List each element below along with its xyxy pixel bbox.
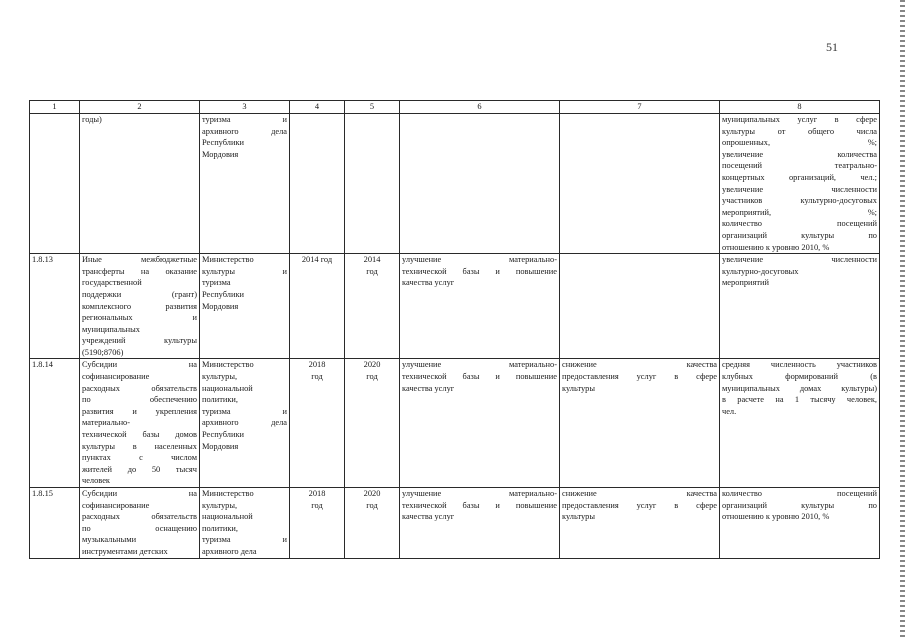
cell-line: технической базы домов: [82, 430, 197, 440]
cell-line: туризма и: [202, 115, 287, 124]
cell-line: туризма и: [202, 406, 287, 416]
cell-line: 1.8.15: [32, 489, 53, 498]
cell-line: культуры,: [202, 372, 238, 382]
col-header-6: 6: [400, 101, 560, 114]
col-header-1: 1: [30, 101, 80, 114]
cell-line: культуры от общего числа: [722, 126, 877, 136]
cell-line: по обеспечению: [82, 395, 197, 405]
cell-line: Республики: [202, 430, 245, 440]
cell-line: политики,: [202, 395, 239, 405]
cell-line: Мордовия: [202, 149, 239, 159]
cell-line: архивного дела: [202, 126, 287, 136]
col-header-2: 2: [80, 101, 200, 114]
cell-number: [30, 254, 80, 359]
cell-line: отношению к уровню 2010, %: [722, 242, 830, 252]
cell-indicators: [720, 359, 880, 488]
cell-line: качества услуг: [402, 278, 455, 288]
cell-number: [30, 359, 80, 488]
cell-line: количество посещений: [722, 489, 877, 498]
cell-line: трансферты на оказание: [82, 266, 197, 276]
cell-line: 2018: [308, 489, 326, 498]
cell-consequences: [560, 488, 720, 559]
cell-line: опрошенных, %;: [722, 138, 877, 148]
cell-line: Министерство: [202, 255, 254, 265]
cell-line: Министерство: [202, 489, 254, 498]
cell-line: музыкальными: [82, 535, 137, 545]
cell-line: год: [366, 266, 378, 276]
cell-result: [400, 488, 560, 559]
cell-line: 2020: [363, 489, 381, 498]
header-row: [30, 101, 880, 114]
cell-line: национальной: [202, 383, 253, 393]
cell-line: чел.: [722, 406, 737, 416]
cell-line: учреждений культуры: [82, 336, 197, 346]
cell-executor: [200, 254, 290, 359]
cell-start: [290, 114, 345, 254]
table-body: [30, 114, 880, 559]
cell-line: человек: [82, 476, 110, 486]
cell-line: расходных обязательств: [82, 512, 197, 522]
cell-line: мероприятий: [722, 278, 770, 288]
cell-line: культурно-досуговых: [722, 266, 799, 276]
cell-number: [30, 488, 80, 559]
cell-line: 2018: [308, 360, 326, 370]
col-header-4: 4: [290, 101, 345, 114]
cell-line: комплексного развития: [82, 301, 197, 311]
cell-line: клубных формирований (в: [722, 372, 877, 382]
cell-line: качества услуг: [402, 512, 455, 522]
cell-executor: [200, 488, 290, 559]
cell-line: отношению к уровню 2010, %: [722, 512, 830, 522]
cell-line: инструментами детских: [82, 546, 168, 556]
cell-start: [290, 254, 345, 359]
cell-line: Субсидии на: [82, 360, 197, 370]
cell-activity: [80, 254, 200, 359]
cell-line: (5190;8706): [82, 347, 124, 357]
cell-line: культуры: [562, 383, 595, 393]
cell-indicators: [720, 488, 880, 559]
table-row: [30, 114, 880, 254]
cell-line: средняя численность участников: [722, 360, 877, 370]
cell-activity: [80, 359, 200, 488]
cell-line: увеличение количества: [722, 149, 877, 159]
cell-line: увеличение численности: [722, 255, 877, 265]
cell-line: количество посещений: [722, 219, 877, 229]
cell-line: год: [311, 372, 323, 382]
col-header-3: 3: [200, 101, 290, 114]
scan-edge-artifact: [900, 0, 905, 640]
page-number: 51: [826, 40, 838, 54]
cell-end: [345, 114, 400, 254]
program-activities-table: [29, 100, 880, 559]
cell-line: технической базы и повышение: [402, 372, 557, 382]
cell-line: увеличение численности: [722, 184, 877, 194]
cell-line: архивного дела: [202, 418, 287, 428]
cell-line: софинансирование: [82, 500, 150, 510]
cell-line: жителей до 50 тысяч: [82, 464, 197, 474]
cell-line: Иные межбюджетные: [82, 255, 197, 265]
cell-line: культуры и: [202, 266, 287, 276]
cell-line: технической базы и повышение: [402, 500, 557, 510]
cell-line: год: [366, 372, 378, 382]
cell-consequences: [560, 359, 720, 488]
cell-start: [290, 488, 345, 559]
col-header-5: 5: [345, 101, 400, 114]
cell-line: Министерство: [202, 360, 254, 370]
cell-line: качества услуг: [402, 383, 455, 393]
cell-line: государственной: [82, 278, 142, 288]
cell-line: муниципальных домах культуры): [722, 383, 877, 393]
cell-line: туризма и: [202, 535, 287, 545]
cell-line: снижение качества: [562, 489, 717, 498]
cell-line: поддержки (грант): [82, 289, 197, 299]
cell-line: Республики: [202, 138, 245, 148]
cell-line: предоставления услуг в сфере: [562, 500, 717, 510]
cell-line: туризма: [202, 278, 231, 288]
cell-activity: [80, 114, 200, 254]
cell-line: материально-: [82, 418, 131, 428]
cell-line: 2014: [363, 255, 381, 265]
cell-line: по оснащению: [82, 523, 197, 533]
cell-line: политики,: [202, 523, 239, 533]
cell-line: архивного дела: [202, 546, 257, 556]
cell-indicators: [720, 114, 880, 254]
cell-line: Мордовия: [202, 301, 239, 311]
cell-line: улучшение материально-: [402, 360, 557, 370]
col-header-7: 7: [560, 101, 720, 114]
cell-line: мероприятий, %;: [722, 207, 877, 217]
cell-line: организаций культуры по: [722, 230, 877, 240]
cell-line: улучшение материально-: [402, 255, 557, 265]
cell-line: региональных и: [82, 313, 197, 323]
cell-executor: [200, 114, 290, 254]
cell-line: снижение качества: [562, 360, 717, 370]
cell-line: улучшение материально-: [402, 489, 557, 498]
cell-line: муниципальных: [82, 324, 140, 334]
cell-line: год: [366, 500, 378, 510]
cell-line: год: [311, 500, 323, 510]
cell-line: расходных обязательств: [82, 383, 197, 393]
cell-line: Субсидии на: [82, 489, 197, 498]
cell-end: [345, 488, 400, 559]
cell-line: 1.8.14: [32, 360, 53, 370]
cell-activity: [80, 488, 200, 559]
cell-end: [345, 359, 400, 488]
cell-start: [290, 359, 345, 488]
cell-line: посещений театрально-: [722, 161, 877, 171]
cell-line: 2014 год: [301, 255, 333, 265]
cell-line: Мордовия: [202, 441, 239, 451]
cell-line: культуры в населенных: [82, 441, 197, 451]
cell-line: предоставления услуг в сфере: [562, 372, 717, 382]
cell-executor: [200, 359, 290, 488]
cell-line: 2020: [363, 360, 381, 370]
cell-end: [345, 254, 400, 359]
cell-line: в расчете на 1 тысячу человек,: [722, 395, 877, 405]
cell-line: культуры: [562, 512, 595, 522]
cell-consequences: [560, 114, 720, 254]
cell-number: [30, 114, 80, 254]
cell-line: софинансирование: [82, 372, 150, 382]
cell-result: [400, 254, 560, 359]
cell-line: технической базы и повышение: [402, 266, 557, 276]
cell-line: организаций культуры по: [722, 500, 877, 510]
cell-line: годы): [82, 115, 102, 124]
cell-line: развития и укрепления: [82, 406, 197, 416]
cell-consequences: [560, 254, 720, 359]
cell-line: национальной: [202, 512, 253, 522]
table-row: [30, 254, 880, 359]
cell-indicators: [720, 254, 880, 359]
cell-line: концертных организаций, чел.;: [722, 172, 877, 182]
table-row: [30, 488, 880, 559]
cell-line: пунктах с числом: [82, 453, 197, 463]
cell-result: [400, 359, 560, 488]
cell-line: муниципальных услуг в сфере: [722, 115, 877, 124]
col-header-8: 8: [720, 101, 880, 114]
cell-result: [400, 114, 560, 254]
cell-line: 1.8.13: [32, 255, 53, 265]
cell-line: культуры,: [202, 500, 238, 510]
cell-line: участников культурно-досуговых: [722, 196, 877, 206]
cell-line: Республики: [202, 289, 245, 299]
table-row: [30, 359, 880, 488]
